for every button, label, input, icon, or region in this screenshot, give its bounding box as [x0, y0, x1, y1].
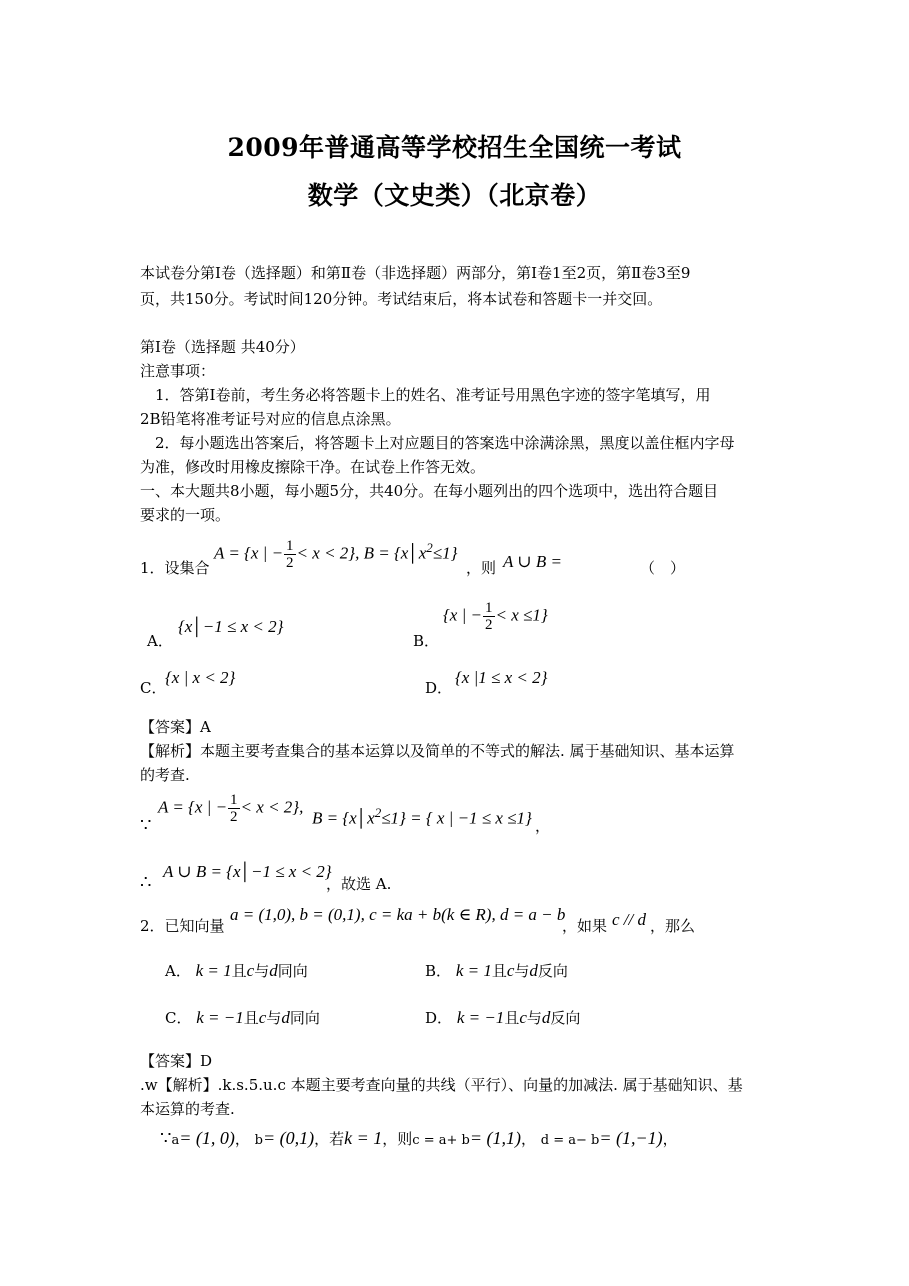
q1-option-b: {x | − $\frac{1}{2}$ < x ≤1}	[443, 600, 548, 633]
q2-vectors: a = (1,0), b = (0,1), c = ka + b(k ∈ R), d = a − b	[230, 905, 566, 924]
q1-prefix: 1．设集合	[140, 559, 210, 577]
q1-analysis-b: 的考查.	[140, 766, 190, 784]
q1-answer: 【答案】A	[140, 718, 211, 736]
intro-line-2: 页，共150分。考试时间120分钟。考试结束后，将本试卷和答题卡一并交回。	[140, 290, 663, 308]
exam-subtitle: 数学（文史类）（北京卷）	[307, 181, 602, 210]
q1-set-definition: A = {x | − $\frac{1}{2}$ < x < 2}, $B = \{x│x^2\le 1\}$	[214, 538, 458, 571]
q1-analysis-a: 【解析】本题主要考查集合的基本运算以及简单的不等式的解法. 属于基础知识、基本运算	[140, 742, 735, 760]
note-2b: 为准，修改时用橡皮擦除干净。在试卷上作答无效。	[140, 458, 486, 476]
fraction: $\frac{1}{2}$	[485, 600, 493, 633]
q1-union: A ∪ B =	[503, 552, 562, 571]
q2-analysis-b: 本运算的考查.	[140, 1100, 235, 1118]
q1-option-d: {x |1 ≤ x < 2}	[455, 668, 548, 687]
q1-mid: ，则	[466, 559, 497, 577]
q1-option-a-label: A．	[147, 632, 173, 650]
q2-option-a: A． k = 1且c与d同向	[165, 961, 308, 980]
q2-option-c: C． k = −1且c与d同向	[165, 1008, 320, 1027]
q1-option-d-label: D．	[425, 679, 453, 697]
q2-option-d: D． k = −1且c与d反向	[425, 1008, 581, 1027]
intro-line-1: 本试卷分第Ⅰ卷（选择题）和第Ⅱ卷（非选择题）两部分，第Ⅰ卷1至2页，第Ⅱ卷3至9	[140, 264, 691, 282]
note-1b: 2B铅笔将准考证号对应的信息点涂黑。	[140, 410, 401, 428]
q1-answer-paren: （ ）	[640, 559, 686, 577]
q1-option-c-label: C．	[140, 679, 167, 697]
section-instructions-b: 要求的一项。	[140, 506, 231, 524]
q1-solution-set-a: A = {x | − $\frac{1}{2}$ < x < 2},	[158, 792, 304, 825]
q2-solution: ∵a= (1, 0)， b= (0,1)，若k = 1，则c = a+ b= (1,1)， d = a− b= (1,−1)，	[160, 1128, 678, 1149]
q2-cond-pre: ，如果	[562, 917, 608, 935]
note-1a: 1．答第Ⅰ卷前，考生务必将答题卡上的姓名、准考证号用黑色字迹的签字笔填写，用	[155, 386, 711, 404]
q1-option-c: {x | x < 2}	[165, 668, 236, 687]
comma: ，	[535, 817, 551, 835]
q2-cond-post: ，那么	[650, 917, 696, 935]
q1-option-a: {x│−1 ≤ x < 2}	[178, 617, 284, 636]
because-symbol: ∵	[160, 1128, 172, 1149]
because-symbol: ∵	[140, 815, 152, 836]
q2-prefix: 2．已知向量	[140, 917, 225, 935]
q1-solution-set-b: $B = \{x│x^2\le 1\}$ = { x | −1 ≤ x ≤1}	[312, 805, 532, 828]
q2-option-b: B． k = 1且c与d反向	[425, 961, 568, 980]
fraction: $\frac{1}{2}$	[286, 538, 294, 571]
q1-solution-tail: ，故选 A.	[326, 875, 392, 893]
section-instructions-a: 一、本大题共8小题，每小题5分，共40分。在每小题列出的四个选项中，选出符合题目	[140, 482, 719, 500]
q2-analysis-a: .w【解析】.k.s.5.u.c 本题主要考查向量的共线（平行）、向量的加减法. 属于基础知识、基	[140, 1076, 743, 1094]
therefore-symbol: ∴	[140, 872, 152, 893]
part1-heading: 第Ⅰ卷（选择题 共40分）	[140, 338, 305, 356]
exam-title: 2009年普通高等学校招生全国统一考试	[227, 133, 682, 162]
q1-solution-union: A ∪ B = {x│−1 ≤ x < 2}	[163, 862, 332, 881]
q2-condition: c // d	[612, 910, 646, 929]
note-2a: 2．每小题选出答案后，将答题卡上对应题目的答案选中涂满涂黑，黑度以盖住框内字母	[155, 434, 735, 452]
q1-option-b-label: B．	[413, 632, 440, 650]
notes-title: 注意事项：	[140, 362, 216, 380]
fraction: $\frac{1}{2}$	[230, 792, 238, 825]
q2-answer: 【答案】D	[140, 1052, 213, 1070]
